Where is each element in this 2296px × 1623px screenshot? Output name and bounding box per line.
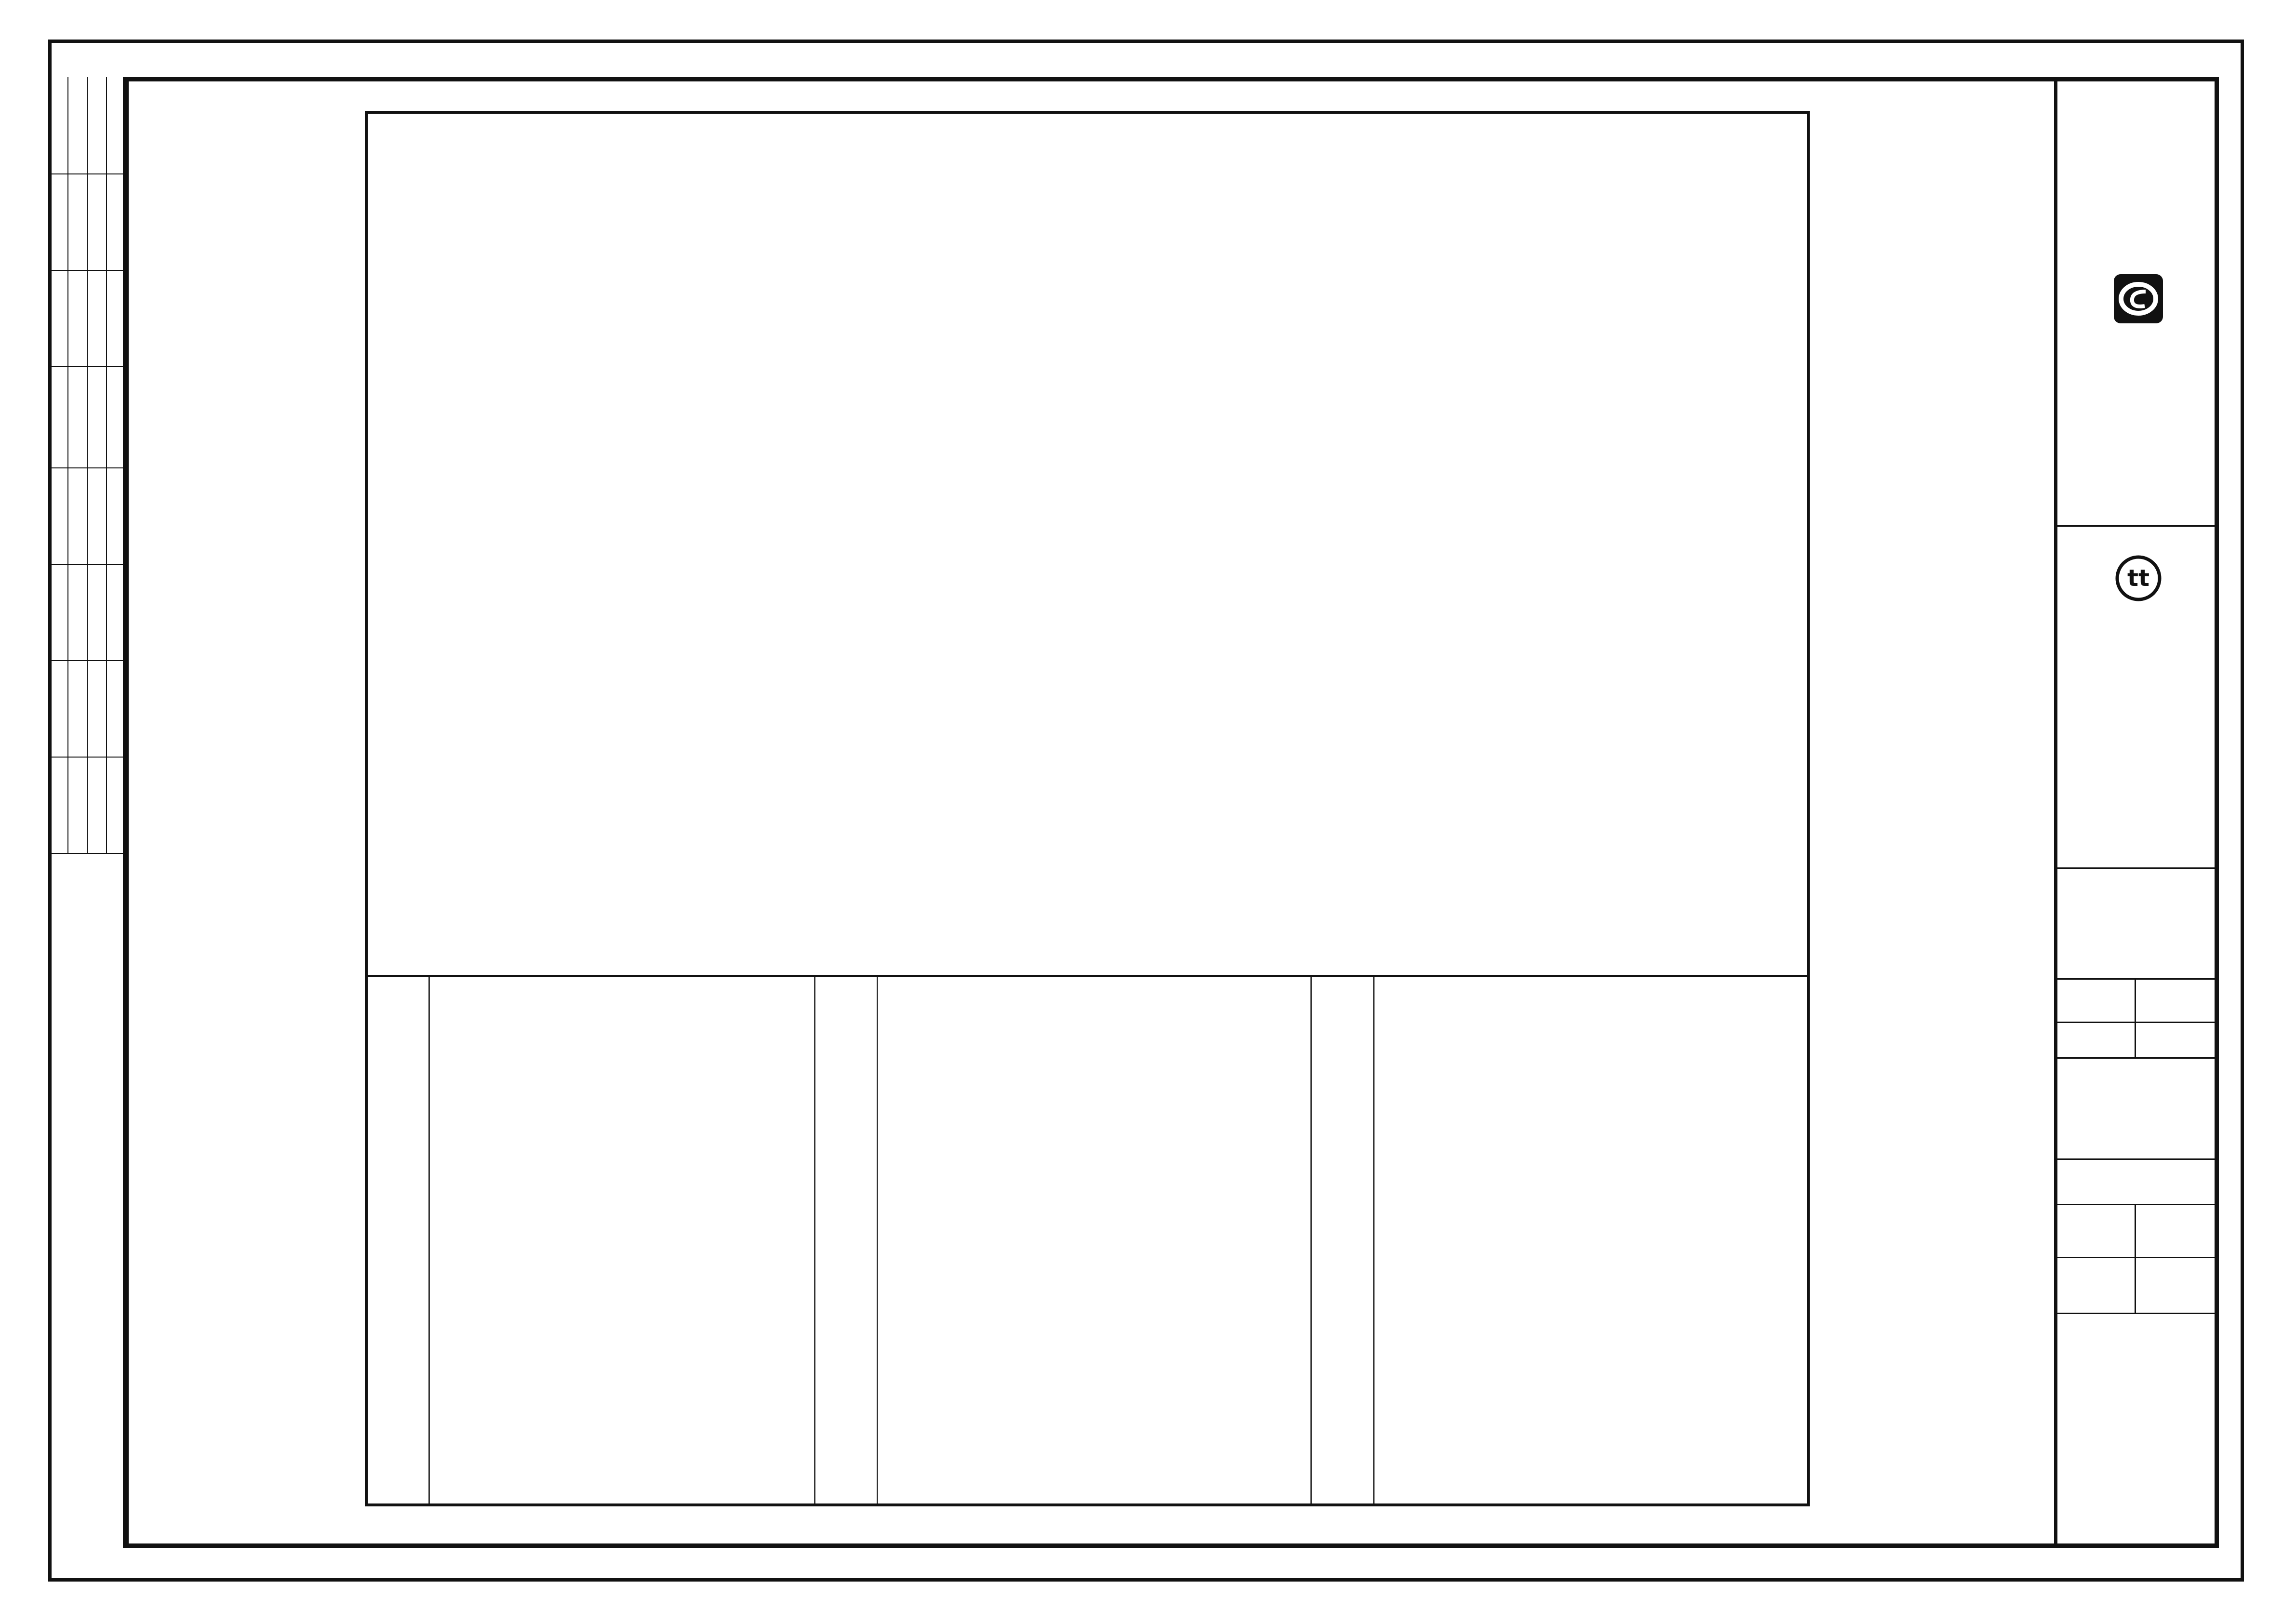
signature-strip <box>50 77 124 1548</box>
strip-row <box>50 660 124 758</box>
project-cell <box>2057 978 2219 1023</box>
page-title <box>366 112 1808 976</box>
subproject-cell <box>2057 1022 2219 1059</box>
strip-row <box>50 564 124 661</box>
leader-cell <box>2057 1204 2219 1258</box>
studio-mark-icon <box>2114 554 2163 602</box>
strip-row <box>50 173 124 271</box>
strip-row <box>50 757 124 854</box>
header-symbol <box>595 976 814 1505</box>
chief-cell <box>2057 1257 2219 1314</box>
header-no <box>1311 976 1374 1505</box>
header-symbol <box>1142 976 1224 1505</box>
header-symbol <box>1574 976 1808 1505</box>
header-name <box>877 976 1142 1505</box>
strip-row <box>50 467 124 565</box>
studio-logo <box>2057 525 2219 869</box>
header-height <box>1224 976 1311 1505</box>
strip-row <box>50 366 124 468</box>
client-cell <box>2057 867 2219 980</box>
strip-row <box>50 77 124 174</box>
drawing-name-cell <box>2057 1057 2219 1160</box>
header-no <box>814 976 877 1505</box>
strip-row <box>50 270 124 367</box>
legend-table <box>365 111 1810 1506</box>
legend-body <box>366 112 1808 1505</box>
header-name <box>429 976 595 1505</box>
header-name <box>1374 976 1574 1505</box>
header-row <box>366 976 1808 1505</box>
brand-logo <box>2057 77 2219 527</box>
title-block <box>2054 77 2219 1548</box>
header-no <box>366 976 429 1505</box>
svg-text:tt: tt <box>2127 565 2149 592</box>
brand-mark-icon <box>2112 272 2165 325</box>
scale-cell <box>2057 1158 2219 1205</box>
